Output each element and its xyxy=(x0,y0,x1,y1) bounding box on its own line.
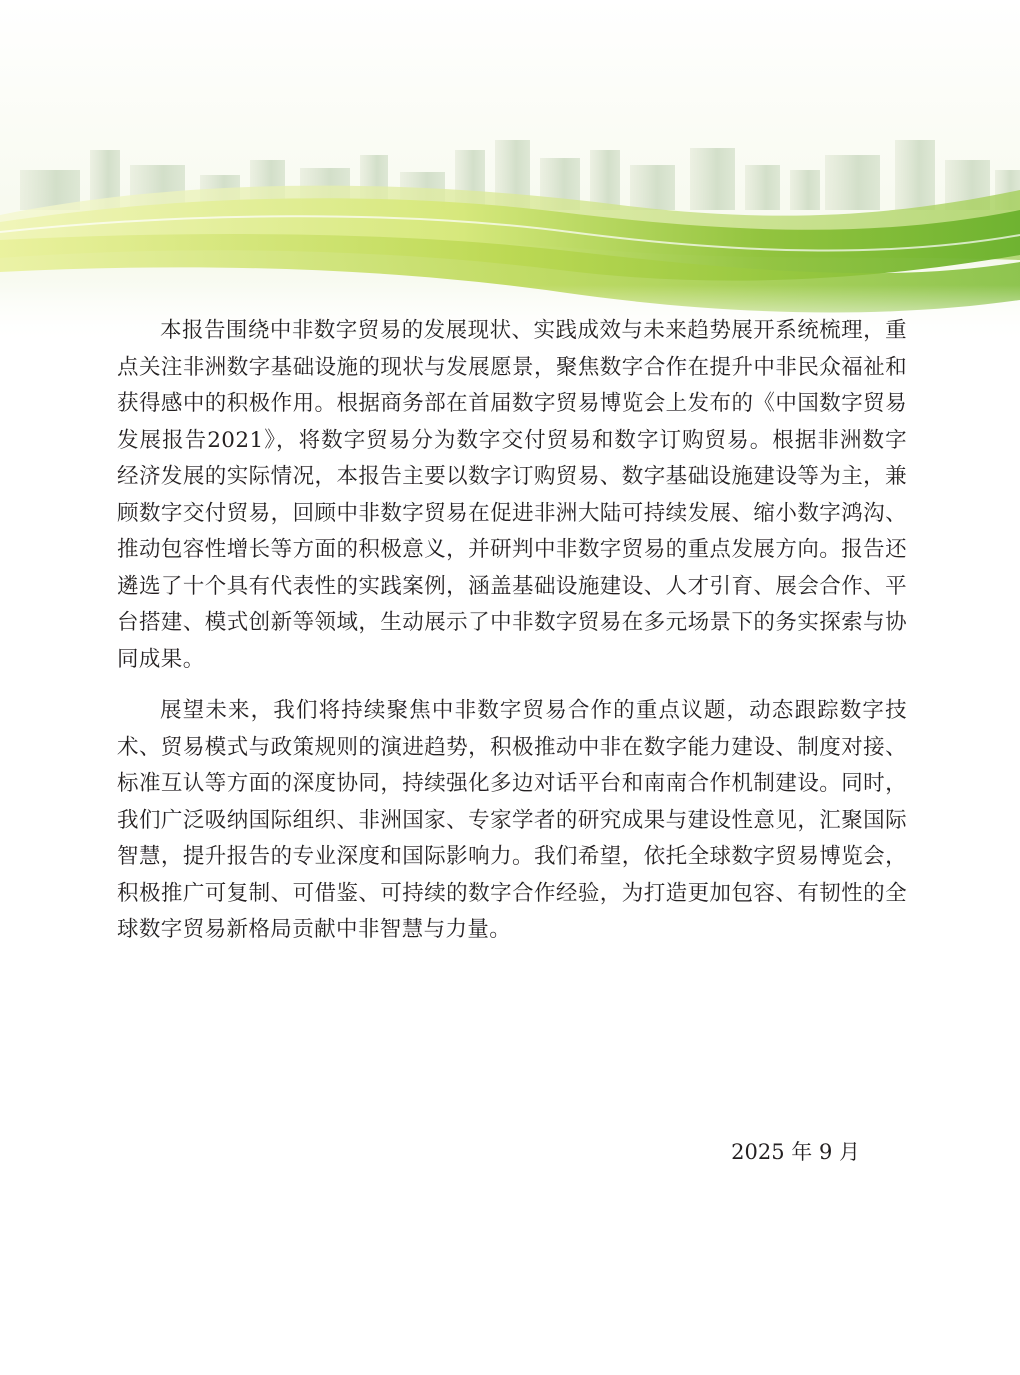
header-banner-illustration xyxy=(0,0,1020,345)
paragraph-summary: 本报告围绕中非数字贸易的发展现状、实践成效与未来趋势展开系统梳理，重点关注非洲数字基础设施的现状与发展愿景，聚焦数字合作在提升中非民众福祉和获得感中的积极作用。根据商务部在首届数字贸易博览会上发布的《中国数字贸易发展报告2021》，将数字贸易分为数字交付贸易和数字订购贸易。根据非洲数字经济发展的实际情况，本报告主要以数字订购贸易、数字基础设施建设等为主，兼顾数字交付贸易，回顾中非数字贸易在促进非洲大陆可持续发展、缩小数字鸿沟、推动包容性增长等方面的积极意义，并研判中非数字贸易的重点发展方向。报告还遴选了十个具有代表性的实践案例，涵盖基础设施建设、人才引育、展会合作、平台搭建、模式创新等领域，生动展示了中非数字贸易在多元场景下的务实探索与协同成果。 xyxy=(117,318,907,672)
paragraph-outlook: 展望未来，我们将持续聚焦中非数字贸易合作的重点议题，动态跟踪数字技术、贸易模式与政策规则的演进趋势，积极推动中非在数字能力建设、制度对接、标准互认等方面的深度协同，持续强化多边对话平台和南南合作机制建设。同时，我们广泛吸纳国际组织、非洲国家、专家学者的研究成果与建设性意见，汇聚国际智慧，提升报告的专业深度和国际影响力。我们希望，依托全球数字贸易博览会，积极推广可复制、可借鉴、可持续的数字合作经验，为打造更加包容、有韧性的全球数字贸易新格局贡献中非智慧与力量。 xyxy=(117,698,907,942)
publication-date: 2025 年 9 月 xyxy=(731,1140,860,1164)
body-text xyxy=(117,313,907,949)
